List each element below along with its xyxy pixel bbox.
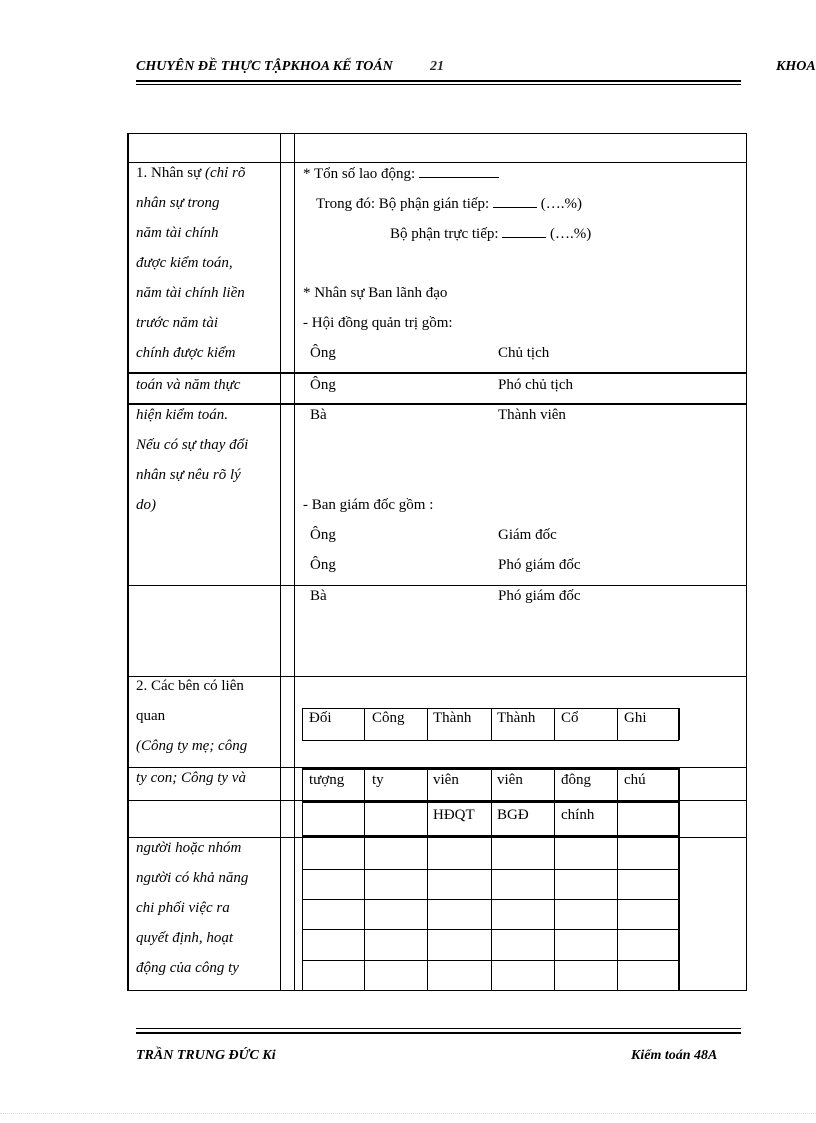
inner-col-line — [491, 708, 492, 740]
left-s2-line-1: 2. Các bên có liên — [136, 678, 244, 694]
left-line-9: hiện kiểm toán. — [136, 407, 229, 423]
inner-col-line — [364, 768, 365, 990]
left-s2-line-4: ty con; Công ty và — [136, 770, 246, 786]
header-cell: Ghi — [624, 710, 647, 726]
left-line-7: chính được kiểm — [136, 345, 236, 361]
board-member-title: Ông — [310, 345, 336, 361]
inner-col-line — [617, 708, 618, 740]
table-border-top — [127, 133, 747, 134]
row-divider — [127, 676, 747, 677]
left-line-5: năm tài chính liền — [136, 285, 245, 301]
left-s2-line-7: chi phối việc ra — [136, 900, 230, 916]
column-divider-2 — [294, 133, 295, 991]
row-divider — [127, 837, 747, 838]
left-s2-line-3: (Công ty mẹ; công — [136, 738, 248, 754]
row-divider — [127, 372, 747, 374]
left-line-4: được kiểm toán, — [136, 255, 233, 271]
board-member-role: Phó chủ tịch — [498, 377, 573, 393]
footer-rule-thin — [136, 1028, 741, 1029]
table-border-bottom — [127, 990, 747, 991]
inner-col-line — [678, 708, 680, 740]
direct-labor-line: Bộ phận trực tiếp: (….%) — [390, 226, 592, 242]
footer-rule-thick — [136, 1032, 741, 1034]
left-s2-line-5: người hoặc nhóm — [136, 840, 242, 856]
header-rule-thick — [136, 80, 741, 82]
header-cell: Đối — [309, 710, 332, 726]
header-cell: Cổ — [561, 710, 579, 726]
table-border-right — [746, 133, 747, 991]
left-line-12: do) — [136, 497, 156, 513]
header-cell: HĐQT — [433, 807, 475, 823]
left-line-10: Nếu có sự thay đổi — [136, 437, 249, 453]
header-cell: Thành — [497, 710, 536, 726]
row-divider — [127, 585, 747, 586]
header-cell: BGĐ — [497, 807, 529, 823]
left-line-8: toán và năm thực — [136, 377, 241, 393]
header-page-number: 21 — [430, 59, 444, 74]
inner-col-line — [302, 708, 303, 740]
left-line-1: 1. Nhân sự (chỉ rõ — [136, 165, 246, 181]
header-cell: chú — [624, 772, 646, 788]
inner-col-line — [678, 768, 680, 990]
inner-col-line — [491, 768, 492, 990]
header-cell: Công — [372, 710, 405, 726]
header-rule-thin — [136, 84, 741, 85]
inner-col-line — [427, 708, 428, 740]
total-labor-line: * Tổn số lao động: — [303, 165, 499, 183]
left-line-3: năm tài chính — [136, 225, 219, 241]
director-role: Giám đốc — [498, 527, 557, 543]
director-role: Phó giám đốc — [498, 557, 581, 573]
direct-blank — [502, 225, 546, 238]
column-divider-1 — [280, 133, 281, 991]
director-role: Phó giám đốc — [498, 588, 581, 604]
indirect-labor-line: Trong đó: Bộ phận gián tiếp: (….%) — [316, 196, 582, 212]
left-s2-line-6: người có khả năng — [136, 870, 249, 886]
inner-col-line — [554, 768, 555, 990]
header-cell: Thành — [433, 710, 472, 726]
footer-author: TRẦN TRUNG ĐỨC Ki — [136, 1048, 276, 1063]
left-line-2: nhân sự trong — [136, 195, 220, 211]
header-right-text: KHOA — [776, 59, 816, 74]
inner-col-line — [554, 708, 555, 740]
board-heading: - Hội đồng quản trị gồm: — [303, 315, 453, 331]
board-member-title: Bà — [310, 407, 327, 423]
director-title: Bà — [310, 588, 327, 604]
row-divider — [127, 162, 747, 163]
left-s2-line-2: quan — [136, 708, 166, 724]
board-member-role: Chủ tịch — [498, 345, 550, 361]
inner-col-line — [617, 768, 618, 990]
director-title: Ông — [310, 557, 336, 573]
inner-col-line — [427, 768, 428, 990]
leadership-heading: * Nhân sự Ban lãnh đạo — [303, 285, 448, 301]
footer-class: Kiểm toán 48A — [631, 1048, 718, 1063]
left-line-11: nhân sự nêu rõ lý — [136, 467, 241, 483]
left-s2-line-9: động của công ty — [136, 960, 239, 976]
header-cell: đông — [561, 772, 591, 788]
left-line-6: trước năm tài — [136, 315, 219, 331]
table-border-left — [127, 133, 129, 991]
page-edge-dots — [0, 1113, 816, 1114]
header-cell: chính — [561, 807, 595, 823]
directors-heading: - Ban giám đốc gồm : — [303, 497, 434, 513]
board-member-title: Ông — [310, 377, 336, 393]
board-member-role: Thành viên — [498, 407, 566, 423]
header-cell: viên — [433, 772, 459, 788]
header-cell: viên — [497, 772, 523, 788]
left-s2-line-8: quyết định, hoạt — [136, 930, 234, 946]
director-title: Ông — [310, 527, 336, 543]
header-left-text: CHUYÊN ĐỀ THỰC TẬPKHOA KẾ TOÁN — [136, 59, 393, 74]
header-cell: ty — [372, 772, 384, 788]
header-cell: tượng — [309, 772, 345, 788]
row-divider — [127, 403, 747, 405]
inner-col-line — [302, 768, 303, 990]
inner-table-line — [302, 740, 679, 741]
indirect-blank — [493, 195, 537, 208]
total-labor-blank — [419, 165, 499, 178]
inner-col-line — [364, 708, 365, 740]
